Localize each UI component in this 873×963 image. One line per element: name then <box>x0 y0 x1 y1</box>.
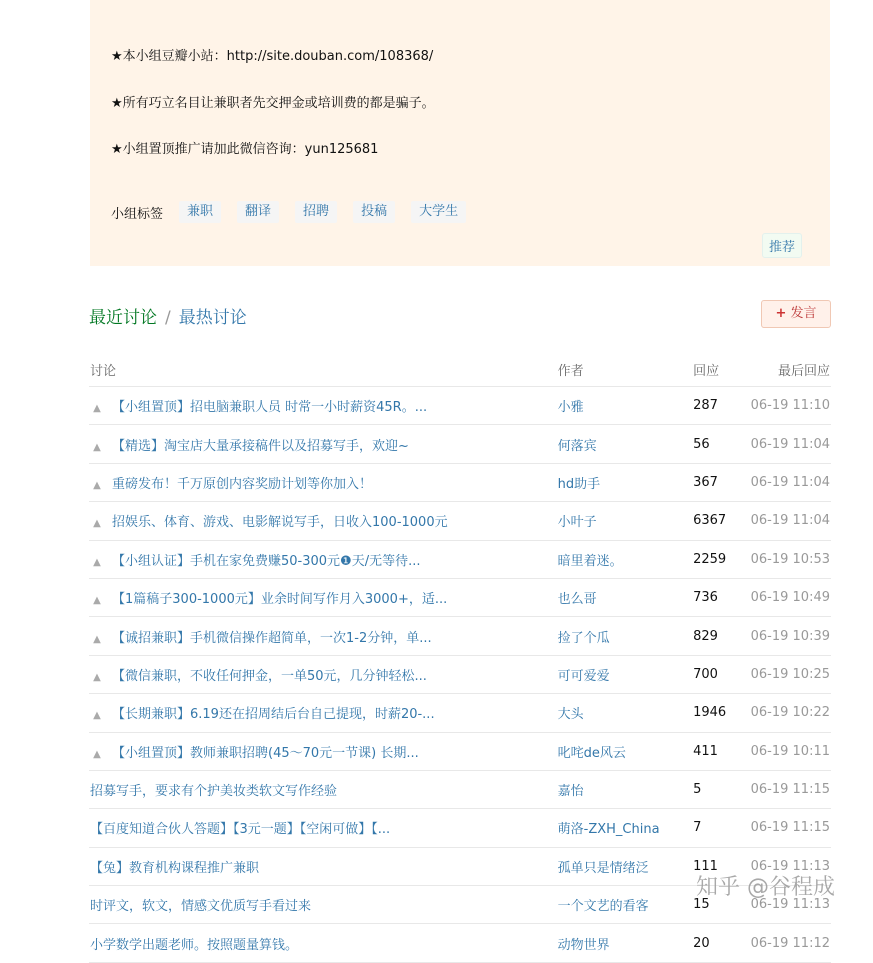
tag-link[interactable]: 招聘 <box>295 201 337 223</box>
table-row <box>89 425 831 463</box>
plus-icon: + <box>775 306 787 321</box>
new-post-label: 发言 <box>790 306 817 321</box>
group-intro-panel <box>90 0 830 266</box>
header-last-reply: 最后回应 <box>748 352 831 387</box>
topic-cell <box>89 387 557 425</box>
last-reply-time: 06-19 10:49 <box>748 578 831 616</box>
pinned-icon: ▲ <box>93 748 101 760</box>
topic-link[interactable]: 【长期兼职】6.19还在招周结后台自己提现，时薪20-... <box>112 707 435 723</box>
pinned-icon: ▲ <box>93 556 101 568</box>
last-reply-time: 06-19 11:04 <box>748 502 831 540</box>
topic-link[interactable]: 【微信兼职，不收任何押金，一单50元，几分钟轻松... <box>112 668 427 684</box>
reply-count: 56 <box>692 425 748 463</box>
author-cell <box>557 809 692 847</box>
reply-count: 367 <box>692 463 748 501</box>
topic-cell <box>89 924 557 962</box>
topic-link[interactable]: 招募写手，要求有个护美妆类软文写作经验 <box>90 784 338 800</box>
author-cell <box>557 463 692 501</box>
table-row <box>89 809 831 847</box>
author-link[interactable]: 叱咤de风云 <box>557 745 626 761</box>
tab-recent-discussions[interactable]: 最近讨论 <box>89 308 157 328</box>
reply-count: 700 <box>692 655 748 693</box>
table-row <box>89 540 831 578</box>
table-header-row <box>89 352 831 387</box>
table-row <box>89 924 831 962</box>
author-link[interactable]: 一个文艺的看客 <box>557 899 649 915</box>
reply-count: 829 <box>692 617 748 655</box>
author-link[interactable]: 大头 <box>557 707 584 723</box>
author-cell <box>557 617 692 655</box>
intro-line-site: ★本小组豆瓣小站：http://site.douban.com/108368/ <box>111 49 434 64</box>
topic-cell <box>89 463 557 501</box>
topic-link[interactable]: 【小组置顶】教师兼职招聘(45～70元一节课) 长期... <box>112 745 419 761</box>
topic-cell <box>89 617 557 655</box>
topic-link[interactable]: 小学数学出题老师。按照题量算钱。 <box>90 937 299 953</box>
author-link[interactable]: 小雅 <box>557 400 584 416</box>
author-link[interactable]: 捡了个瓜 <box>557 630 610 646</box>
author-link[interactable]: 暗里着迷。 <box>557 553 623 569</box>
author-cell <box>557 847 692 885</box>
reply-count: 111 <box>692 847 748 885</box>
last-reply-time: 06-19 11:13 <box>748 886 831 924</box>
pinned-icon: ▲ <box>93 518 101 530</box>
reply-count: 287 <box>692 387 748 425</box>
topic-cell <box>89 655 557 693</box>
author-cell <box>557 540 692 578</box>
author-cell <box>557 655 692 693</box>
author-link[interactable]: 动物世界 <box>557 937 610 953</box>
reply-count: 2259 <box>692 540 748 578</box>
new-post-button[interactable] <box>761 300 831 328</box>
reply-count: 7 <box>692 809 748 847</box>
topic-cell <box>89 425 557 463</box>
table-row <box>89 502 831 540</box>
topic-link[interactable]: 重磅发布！千万原创内容奖励计划等你加入！ <box>112 476 373 492</box>
author-cell <box>557 732 692 770</box>
tags-label: 小组标签 <box>111 206 164 222</box>
header-author: 作者 <box>557 352 692 387</box>
tag-link[interactable]: 投稿 <box>353 201 395 223</box>
reply-count: 1946 <box>692 694 748 732</box>
reply-count: 5 <box>692 770 748 808</box>
author-link[interactable]: 孤单只是情绪泛 <box>557 860 649 876</box>
author-cell <box>557 886 692 924</box>
table-row <box>89 770 831 808</box>
recommend-button[interactable]: 推荐 <box>762 233 802 258</box>
author-cell <box>557 425 692 463</box>
topic-link[interactable]: 【精选】淘宝店大量承接稿件以及招募写手，欢迎~ <box>112 438 409 454</box>
author-cell <box>557 502 692 540</box>
last-reply-time: 06-19 10:53 <box>748 540 831 578</box>
reply-count: 6367 <box>692 502 748 540</box>
author-link[interactable]: 也么哥 <box>557 592 597 608</box>
last-reply-time: 06-19 11:12 <box>748 924 831 962</box>
topic-cell <box>89 578 557 616</box>
table-row <box>89 617 831 655</box>
table-row <box>89 732 831 770</box>
tag-link[interactable]: 翻译 <box>237 201 279 223</box>
table-row <box>89 694 831 732</box>
author-link[interactable]: 可可爱爱 <box>557 668 610 684</box>
author-link[interactable]: 嘉怡 <box>557 784 584 800</box>
pinned-icon: ▲ <box>93 710 101 722</box>
pinned-icon: ▲ <box>93 441 101 453</box>
topic-link[interactable]: 【1篇稿子300-1000元】业余时间写作月入3000+，适... <box>112 592 448 608</box>
tab-separator: / <box>165 308 171 328</box>
author-link[interactable]: 萌洛-ZXH_China <box>557 822 660 838</box>
topic-cell <box>89 886 557 924</box>
author-link[interactable]: 何落宾 <box>557 438 597 454</box>
pinned-icon: ▲ <box>93 671 101 683</box>
reply-count: 20 <box>692 924 748 962</box>
author-cell <box>557 387 692 425</box>
topic-cell <box>89 540 557 578</box>
discussion-tabs <box>89 303 247 328</box>
pinned-icon: ▲ <box>93 479 101 491</box>
topic-link[interactable]: 招娱乐、体育、游戏、电影解说写手，日收入100-1000元 <box>112 515 448 531</box>
topic-link[interactable]: 【小组置顶】招电脑兼职人员 时常一小时薪资45R。... <box>112 400 428 416</box>
header-topic: 讨论 <box>89 352 557 387</box>
last-reply-time: 06-19 11:10 <box>748 387 831 425</box>
reply-count: 15 <box>692 886 748 924</box>
topic-cell <box>89 809 557 847</box>
last-reply-time: 06-19 11:13 <box>748 847 831 885</box>
header-replies: 回应 <box>692 352 748 387</box>
pinned-icon: ▲ <box>93 633 101 645</box>
topic-cell <box>89 732 557 770</box>
tab-hot-discussions[interactable]: 最热讨论 <box>178 308 247 328</box>
group-tags <box>111 201 482 223</box>
last-reply-time: 06-19 11:15 <box>748 770 831 808</box>
table-row <box>89 463 831 501</box>
author-link[interactable]: 小叶子 <box>557 515 597 531</box>
reply-count: 411 <box>692 732 748 770</box>
table-row <box>89 655 831 693</box>
table-row <box>89 578 831 616</box>
topic-link[interactable]: 【小组认证】手机在家免费赚50-300元❶天/无等待... <box>112 553 421 569</box>
pinned-icon: ▲ <box>93 595 101 607</box>
last-reply-time: 06-19 10:11 <box>748 732 831 770</box>
topic-cell <box>89 847 557 885</box>
topic-link[interactable]: 【百度知道合伙人答题】【3元一题】【空闲可做】【... <box>90 822 391 838</box>
author-cell <box>557 770 692 808</box>
table-row <box>89 387 831 425</box>
tag-link[interactable]: 大学生 <box>411 201 466 223</box>
author-link[interactable]: hd助手 <box>557 476 601 492</box>
author-cell <box>557 924 692 962</box>
topic-link[interactable]: 【兔】教育机构课程推广兼职 <box>90 860 260 876</box>
topic-cell <box>89 502 557 540</box>
watermark: 知乎 @谷程成 <box>696 875 835 900</box>
topic-cell <box>89 694 557 732</box>
topic-cell <box>89 770 557 808</box>
last-reply-time: 06-19 10:22 <box>748 694 831 732</box>
last-reply-time: 06-19 11:04 <box>748 463 831 501</box>
reply-count: 736 <box>692 578 748 616</box>
last-reply-time: 06-19 10:25 <box>748 655 831 693</box>
intro-line-wechat: ★小组置顶推广请加此微信咨询：yun125681 <box>111 142 379 157</box>
author-cell <box>557 578 692 616</box>
topic-link[interactable]: 时评文，软文，情感文优质写手看过来 <box>90 899 312 915</box>
topic-link[interactable]: 【诚招兼职】手机微信操作超简单，一次1-2分钟，单... <box>112 630 432 646</box>
pinned-icon: ▲ <box>93 403 101 415</box>
last-reply-time: 06-19 11:04 <box>748 425 831 463</box>
intro-line-warning: ★所有巧立名目让兼职者先交押金或培训费的都是骗子。 <box>111 96 435 111</box>
last-reply-time: 06-19 11:15 <box>748 809 831 847</box>
tag-link[interactable]: 兼职 <box>179 201 221 223</box>
last-reply-time: 06-19 10:39 <box>748 617 831 655</box>
author-cell <box>557 694 692 732</box>
